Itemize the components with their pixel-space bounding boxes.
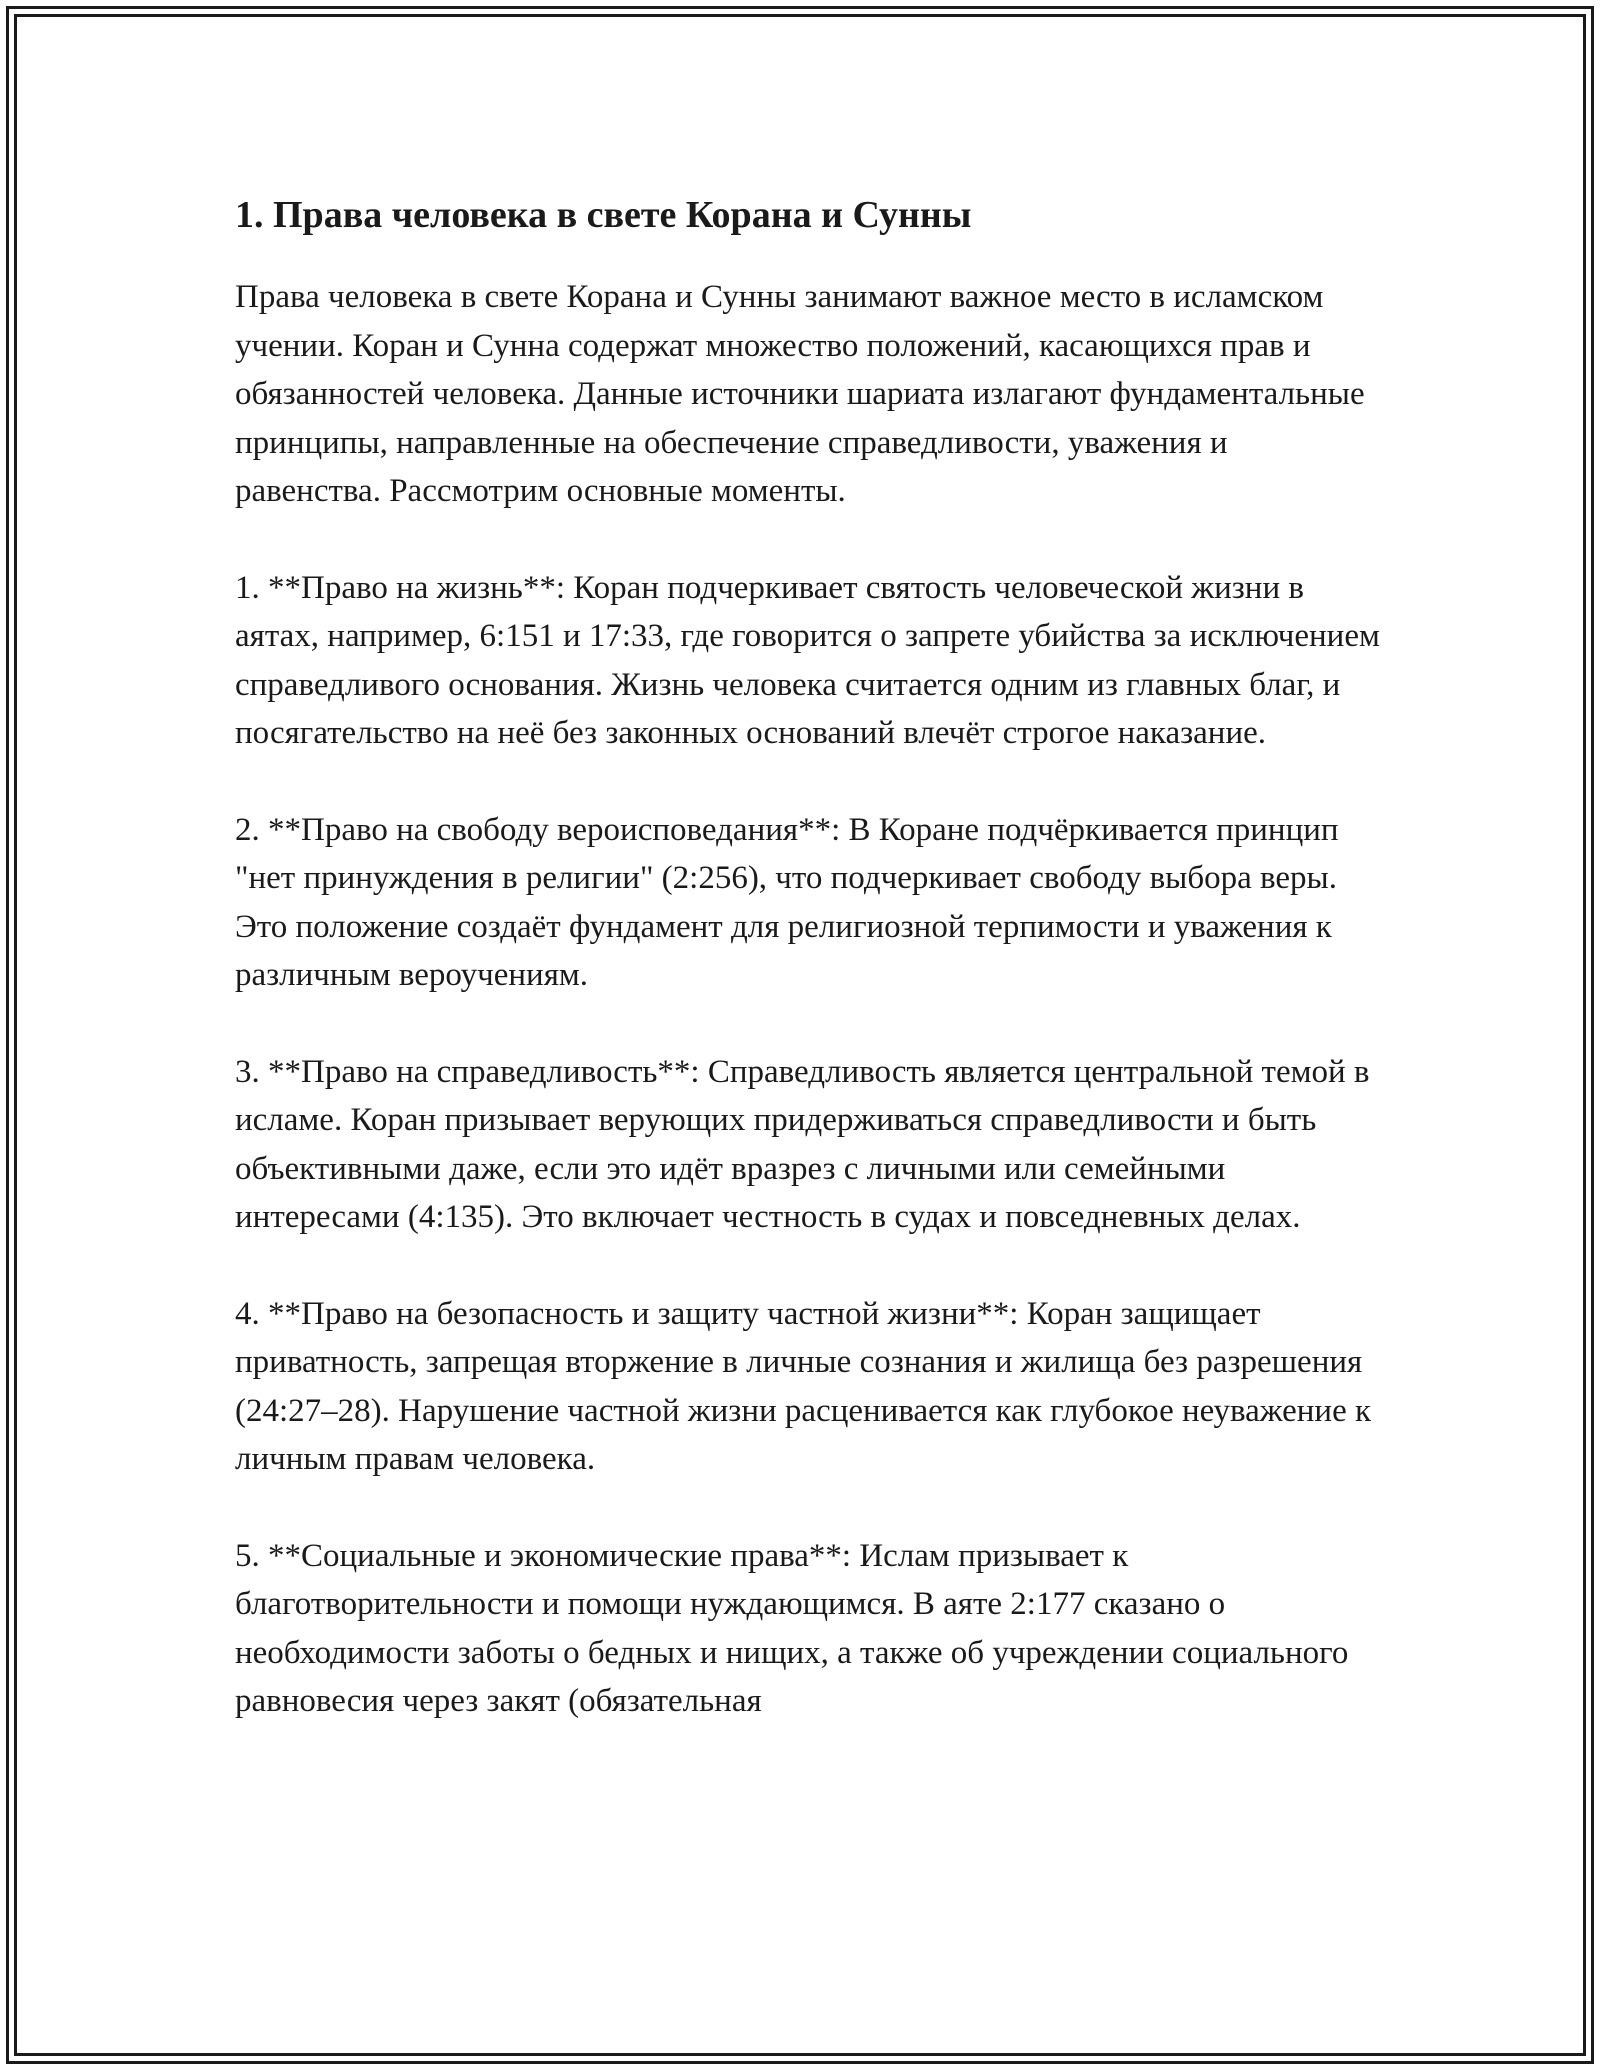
list-item-social-economic-rights: 5. **Социальные и экономические права**: Ислам призывает к благотворительности и помощи нуждающимся. В аяте 2:177 сказано о необходимости заботы о бедных и нищих, а также об учреждении социального равновесия через закят (обязательная: [235, 1537, 1349, 1719]
list-item-right-to-justice: 3. **Право на справедливость**: Справедливость является центральной темой в исламе. Коран призывает верующих придерживаться справедливости и быть объективными даже, если это идёт вразрез с личными или семейными интересами (4:135). Это включает честность в судах и повседневных делах.: [235, 1053, 1370, 1235]
list-item-privacy: 4. **Право на безопасность и защиту частной жизни**: Коран защищает приватность, запрещая вторжение в личные сознания и жилища без разрешения (24:27–28). Нарушение частной жизни расценивается как глубокое неуважение к личным правам человека.: [235, 1295, 1372, 1477]
list-item-right-to-life: 1. **Право на жизнь**: Коран подчеркивает святость человеческой жизни в аятах, например, 6:151 и 17:33, где говорится о запрете убийства за исключением справедливого основания. Жизнь человека считается одним из главных благ, и посягательство на неё без законных оснований влечёт строгое наказание.: [235, 569, 1380, 751]
intro-paragraph: Права человека в свете Корана и Сунны занимают важное место в исламском учении. Коран и Сунна содержат множество положений, касающихся прав и обязанностей человека. Данные источники шариата излагают фундаментальные принципы, направленные на обеспечение справедливости, уважения и равенства. Рассмотрим основные моменты.: [235, 279, 1365, 509]
list-item-freedom-of-religion: 2. **Право на свободу вероисповедания**: В Коране подчёркивается принцип "нет принуждения в религии" (2:256), что подчеркивает свободу выбора веры. Это положение создаёт фундамент для религиозной терпимости и уважения к различным вероучениям.: [235, 811, 1339, 993]
document-body: [235, 190, 1380, 1726]
section-heading: 1. Права человека в свете Корана и Сунны: [235, 194, 972, 236]
